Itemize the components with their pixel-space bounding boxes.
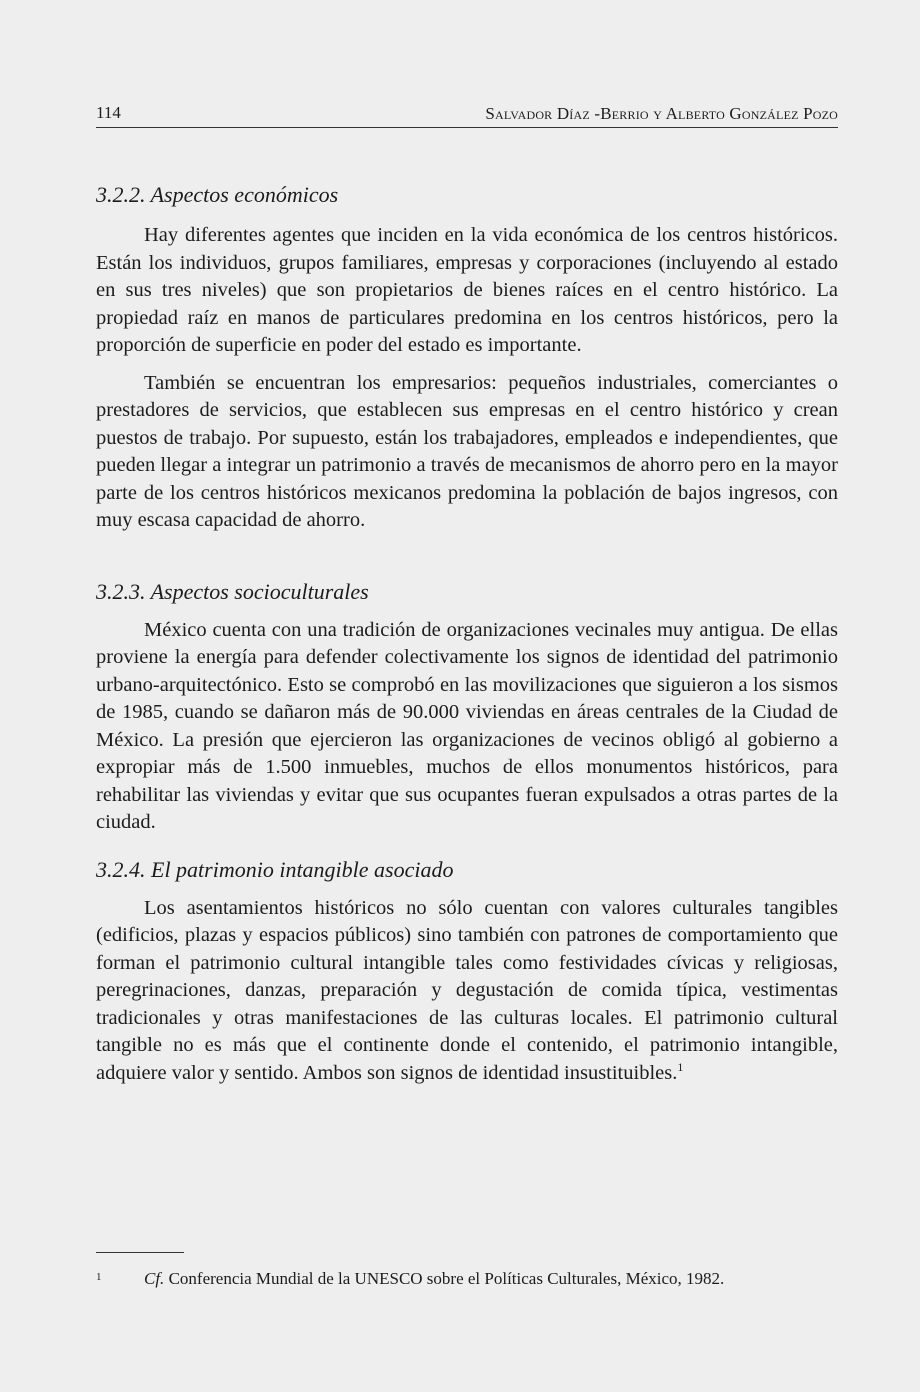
section-sociocultural-aspects bbox=[96, 577, 838, 837]
section-heading: 3.2.3. Aspectos socioculturales bbox=[96, 578, 369, 604]
paragraph bbox=[96, 895, 838, 1088]
section-heading: 3.2.4. El patrimonio intangible asociado bbox=[96, 856, 454, 882]
running-head: Salvador Díaz -Berrio y Alberto González Pozo bbox=[485, 104, 838, 123]
paragraph-text: Los asentamientos históricos no sólo cuentan con valores culturales tangibles (edificios, plazas y espacios públicos) sino también con patrones de comportamiento que forman el patrimonio cultural intangible tales como festividades cívicas y religiosas, peregrinaciones, danzas, preparación y degustación de comida típica, vestimentas tradicionales y otras manifestaciones de las culturas locales. El patrimonio cultural tangible no es más que el continente donde el contenido, el patrimonio intangible, adquiere valor y sentido. Ambos son signos de identidad insustituibles. bbox=[96, 896, 838, 1084]
footnote-cf: Cf. bbox=[144, 1269, 165, 1288]
footnote-mark: 1 bbox=[96, 1271, 102, 1283]
page-body bbox=[96, 180, 838, 1087]
footnote-text: Conferencia Mundial de la UNESCO sobre el Políticas Culturales, México, 1982. bbox=[168, 1269, 725, 1288]
section-intangible-heritage bbox=[96, 855, 838, 1088]
footnote-reference[interactable]: 1 bbox=[677, 1059, 684, 1074]
footnote-body bbox=[144, 1268, 724, 1290]
paragraph: También se encuentran los empresarios: pequeños industriales, comerciantes o prestadores de servicios, que establecen sus empresas en el centro histórico y crean puestos de trabajo. Por supuesto, están los trabajadores, empleados e independientes, que pueden llegar a integrar un patrimonio a través de mecanismos de ahorro pero en la mayor parte de los centros históricos mexicanos predomina la población de bajos ingresos, con muy escasa capacidad de ahorro. bbox=[96, 371, 838, 531]
section-economic-aspects bbox=[96, 180, 838, 535]
page-number: 114 bbox=[96, 103, 121, 122]
paragraph: México cuenta con una tradición de organizaciones vecinales muy antigua. De ellas proviene la energía para defender colectivamente los signos de identidad del patrimonio urbano-arquitectónico. Esto se comprobó en las movilizaciones que siguieron a los sismos de 1985, cuando se dañaron más de 90.000 viviendas en áreas centrales de la Ciudad de México. La presión que ejercieron las organizaciones de vecinos obligó al gobierno a expropiar más de 1.500 inmuebles, muchos de ellos monumentos históricos, para rehabilitar las viviendas y evitar que sus ocupantes fueran expulsados a otras partes de la ciudad. bbox=[96, 618, 838, 833]
section-heading: 3.2.2. Aspectos económicos bbox=[96, 182, 339, 207]
paragraph: Hay diferentes agentes que inciden en la vida económica de los centros históricos. Están los individuos, grupos familiares, empresas y corporaciones (incluyendo al estado en sus tres niveles) que son propietarios de bienes raíces en el centro histórico. La propiedad raíz en manos de particulares predomina en los centros históricos, pero la proporción de superficie en poder del estado es importante. bbox=[96, 224, 838, 356]
page-header bbox=[96, 101, 838, 128]
footnote-divider bbox=[96, 1252, 184, 1253]
